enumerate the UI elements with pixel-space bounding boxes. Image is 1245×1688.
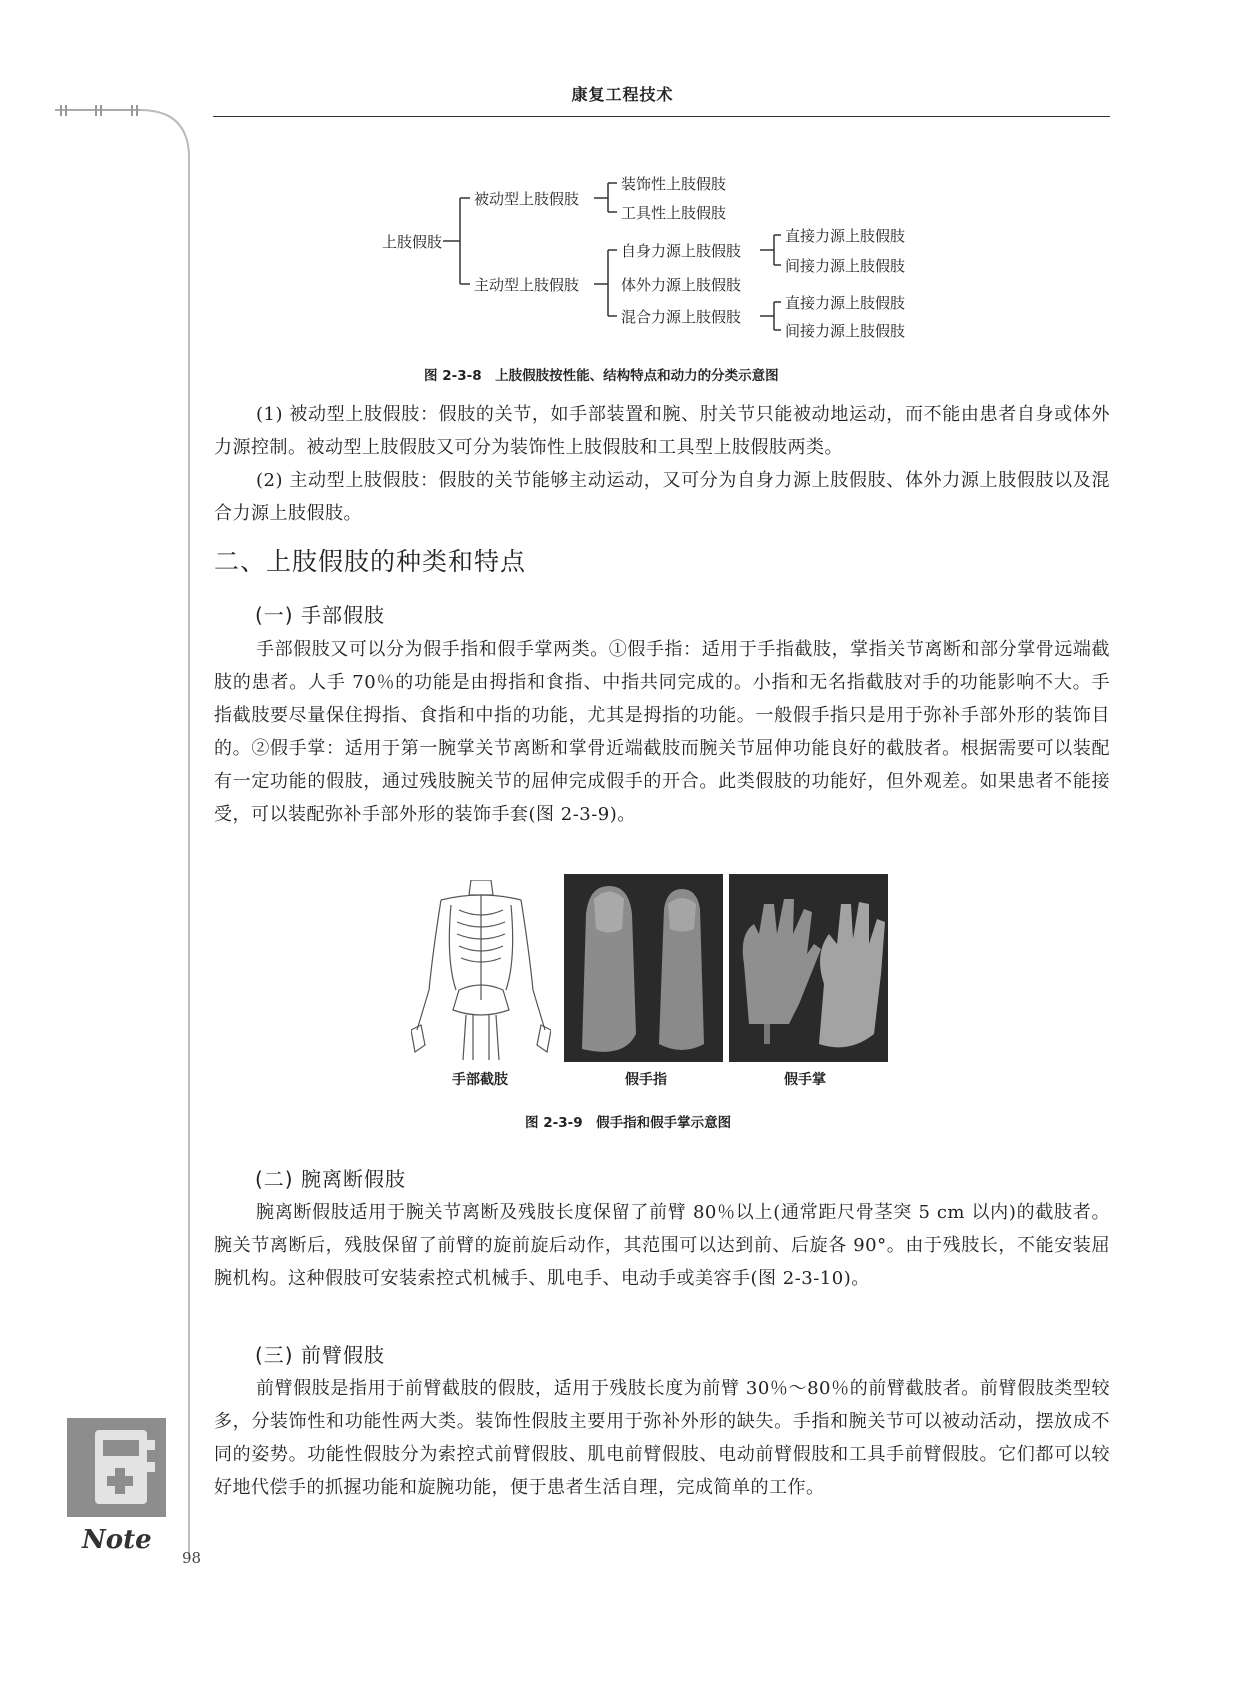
diagram-passive-child: 工具性上肢假肢 — [621, 204, 727, 222]
paragraph: 手部假肢又可以分为假手指和假手掌两类。①假手指：适用于手指截肢，掌指关节离断和部分掌骨远端截肢的患者。人手 70％的功能是由拇指和食指、中指共同完成的。小指和无名指截肢对手的功能影响不大。手指截肢要尽量保住拇指、食指和中指的功能，尤其是拇指的功能。一般假手指只是用于弥补手部外形的装饰目的。②假手掌：适用于第一腕掌关节离断和掌骨近端截肢而腕关节屈伸功能良好的截肢者。根据需要可以装配有一定功能的假肢，通过残肢腕关节的屈伸完成假手的开合。此类假肢的功能好，但外观差。如果患者不能接受，可以装配弥补手部外形的装饰手套(图 2-3-9)。 — [214, 639, 1110, 825]
figure-label: 假手指 — [625, 1072, 667, 1088]
diagram-mixed-power-child: 直接力源上肢假肢 — [785, 294, 906, 312]
diagram-self-power: 自身力源上肢假肢 — [621, 242, 742, 260]
diagram-mixed-power: 混合力源上肢假肢 — [621, 308, 742, 326]
diagram-self-power-child: 间接力源上肢假肢 — [785, 257, 906, 275]
note-label: Note — [82, 1525, 152, 1555]
figure-caption: 图 2-3-8 上肢假肢按性能、结构特点和动力的分类示意图 — [424, 368, 779, 384]
figure-label: 假手掌 — [784, 1072, 826, 1088]
diagram-active: 主动型上肢假肢 — [474, 276, 580, 294]
diagram-self-power-child: 直接力源上肢假肢 — [785, 227, 906, 245]
diagram-external-power: 体外力源上肢假肢 — [621, 276, 742, 294]
prosthetic-finger-photo — [564, 874, 723, 1062]
prosthetic-palm-photo — [729, 874, 888, 1062]
note-icon — [67, 1418, 166, 1517]
diagram-root: 上肢假肢 — [382, 233, 443, 251]
figure-caption: 图 2-3-9 假手指和假手掌示意图 — [525, 1115, 732, 1131]
page-number: 98 — [182, 1549, 202, 1567]
figure-label: 手部截肢 — [452, 1072, 508, 1088]
subsection-heading: (二) 腕离断假肢 — [255, 1167, 406, 1191]
subsection-heading: (一) 手部假肢 — [255, 603, 385, 627]
paragraph: 腕离断假肢适用于腕关节离断及残肢长度保留了前臂 80％以上(通常距尺骨茎突 5 cm 以内)的截肢者。腕关节离断后，残肢保留了前臂的旋前旋后动作，其范围可以达到前、后旋各 90°。由于残肢长，不能安装屈腕机构。这种假肢可安装索控式机械手、肌电手、电动手或美容手(图 2-3-10)。 — [214, 1202, 1110, 1289]
diagram-mixed-power-child: 间接力源上肢假肢 — [785, 322, 906, 340]
margin-line — [188, 158, 190, 1556]
section-heading: 二、上肢假肢的种类和特点 — [214, 547, 527, 576]
paragraph: 前臂假肢是指用于前臂截肢的假肢，适用于残肢长度为前臂 30％～80％的前臂截肢者。前臂假肢类型较多，分装饰性和功能性两大类。装饰性假肢主要用于弥补外形的缺失。手指和腕关节可以被动活动，摆放成不同的姿势。功能性假肢分为索控式前臂假肢、肌电前臂假肢、电动前臂假肢和工具手前臂假肢。它们都可以较好地代偿手的抓握功能和旋腕功能，便于患者生活自理，完成简单的工作。 — [214, 1378, 1110, 1498]
running-header-title: 康复工程技术 — [571, 85, 674, 104]
paragraph: (2) 主动型上肢假肢：假肢的关节能够主动运动，又可分为自身力源上肢假肢、体外力源上肢假肢以及混合力源上肢假肢。 — [214, 470, 1110, 524]
paragraph: (1) 被动型上肢假肢：假肢的关节，如手部装置和腕、肘关节只能被动地运动，而不能由患者自身或体外力源控制。被动型上肢假肢又可分为装饰性上肢假肢和工具型上肢假肢两类。 — [214, 404, 1110, 458]
skeleton-illustration — [411, 880, 551, 1060]
subsection-heading: (三) 前臂假肢 — [255, 1343, 385, 1367]
diagram-passive: 被动型上肢假肢 — [474, 190, 580, 208]
diagram-passive-child: 装饰性上肢假肢 — [621, 175, 727, 193]
